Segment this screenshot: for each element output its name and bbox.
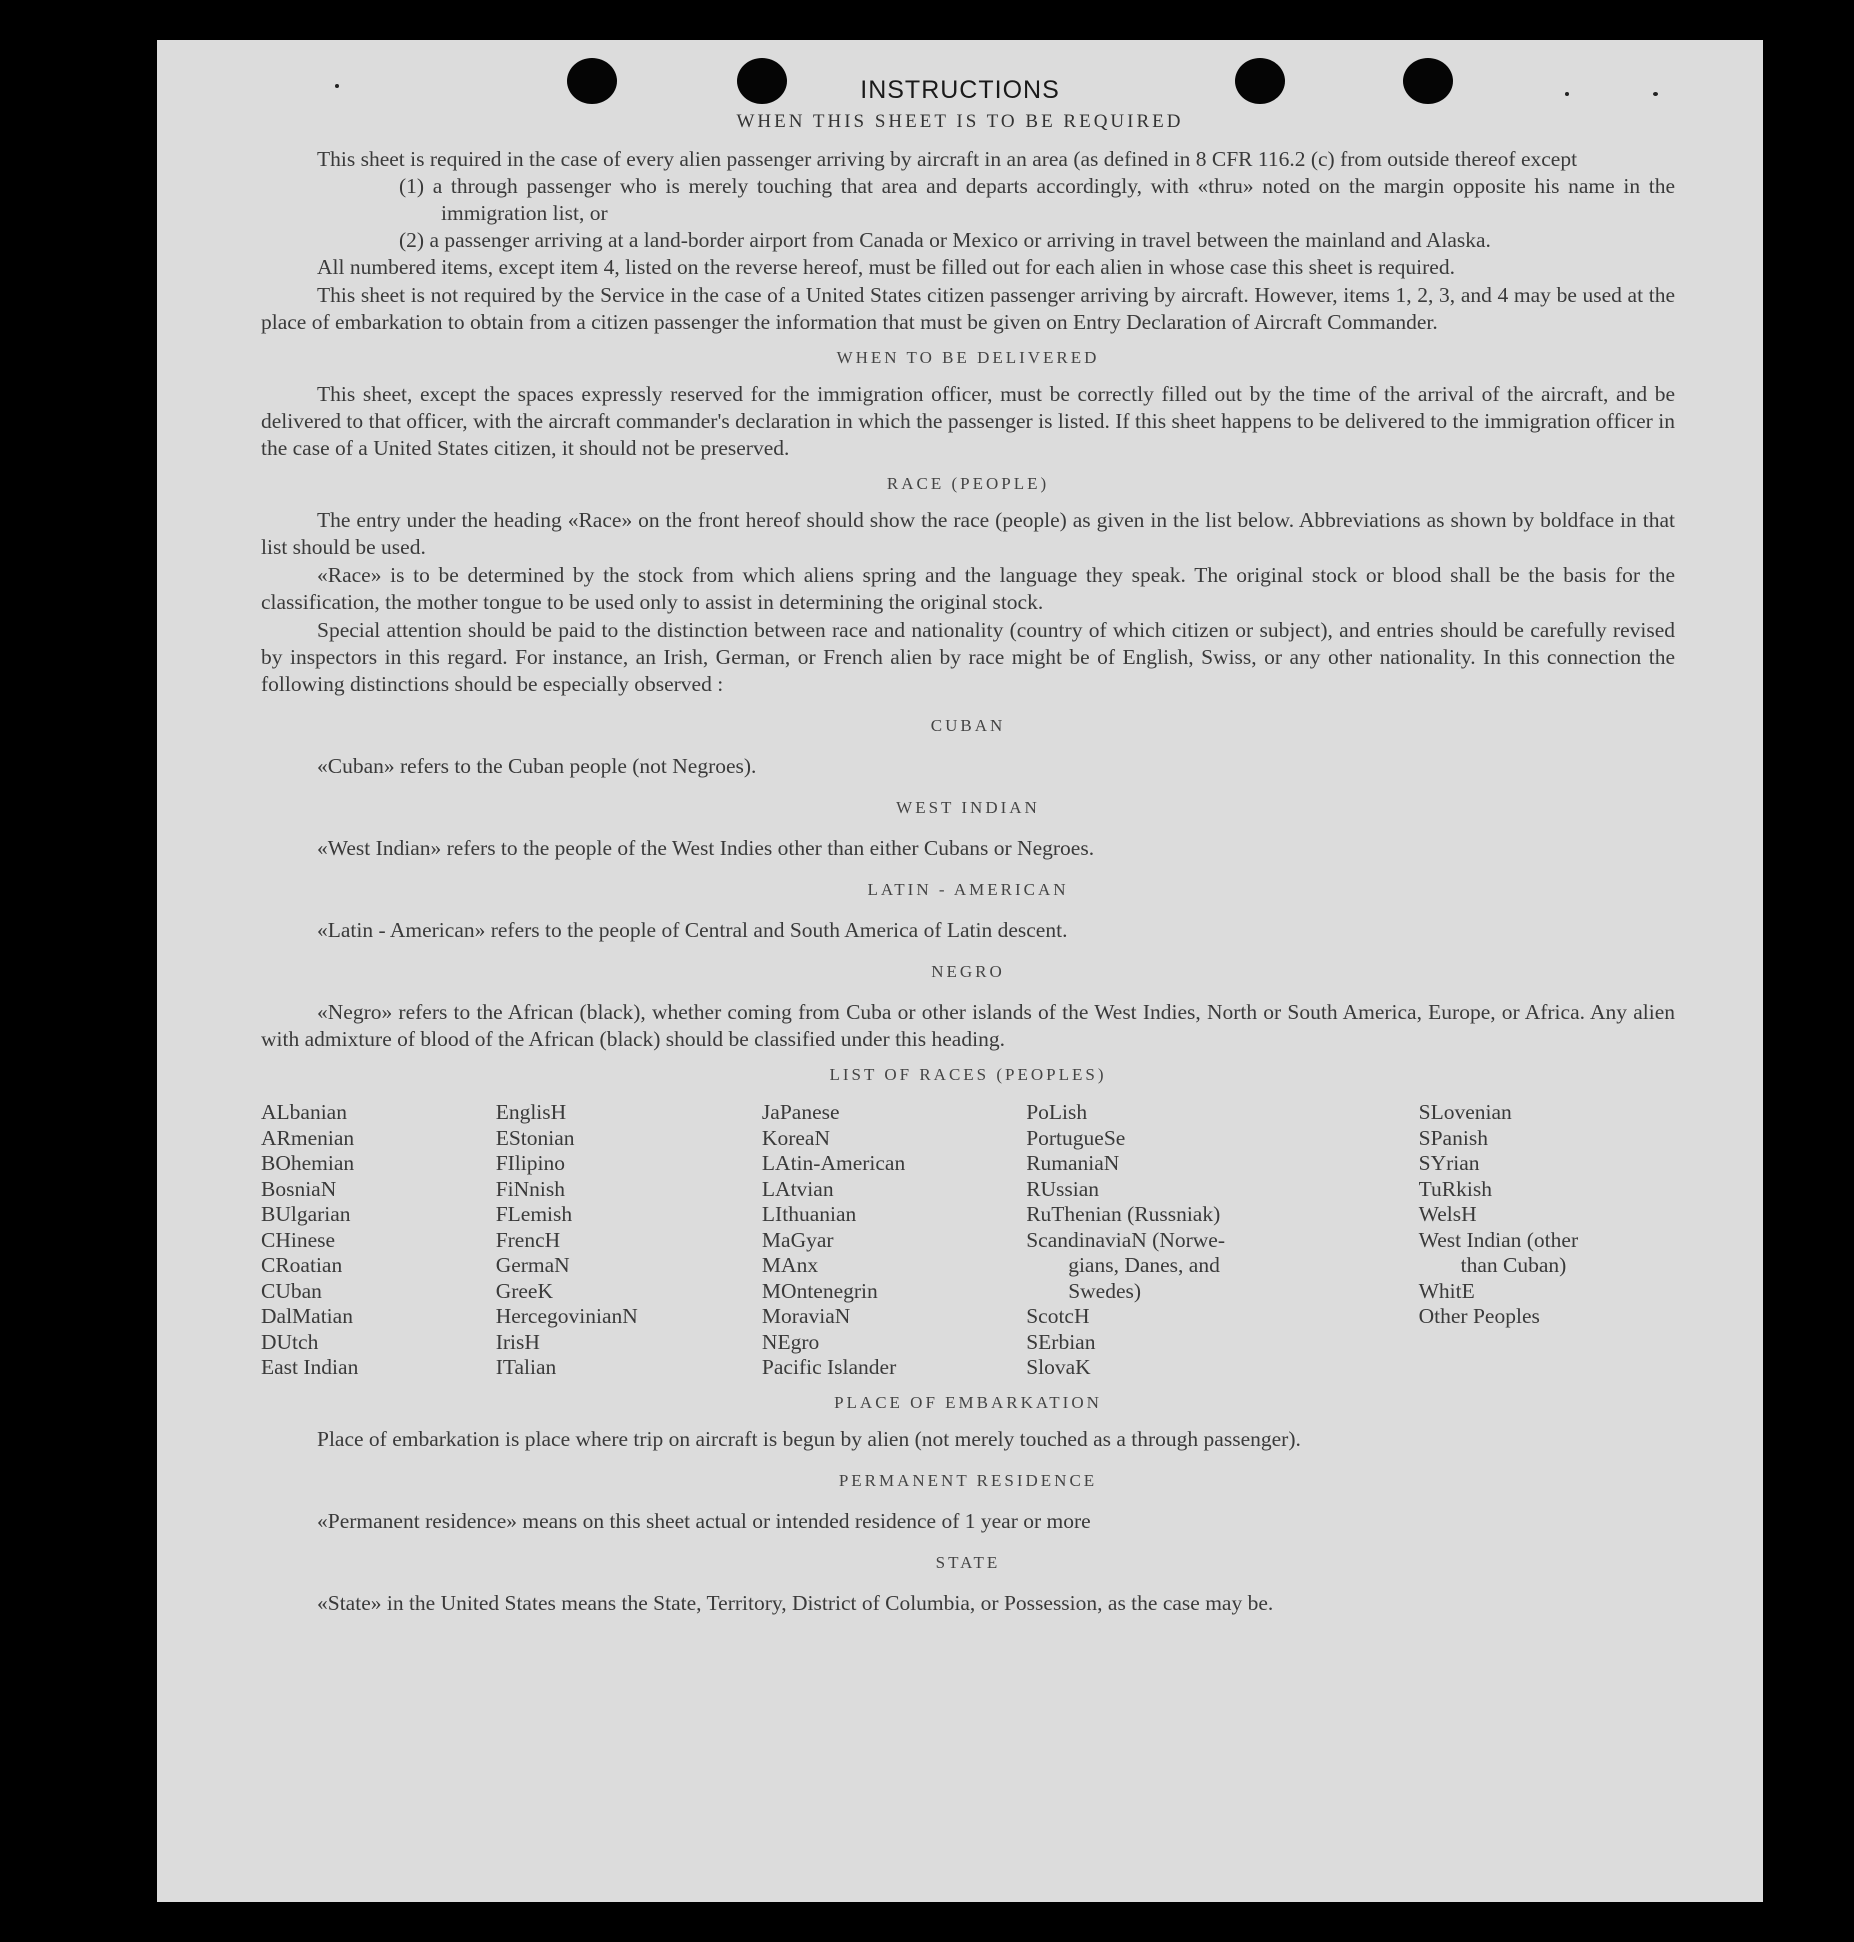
section-heading: WEST INDIAN — [896, 798, 1040, 817]
race-entry: SLovenian — [1418, 1100, 1512, 1124]
race-entry: PortugueSe — [1026, 1125, 1126, 1150]
paragraph: The entry under the heading «Race» on the front hereof should show the race (people) as given in the list below. Abbreviations as shown by boldface in that list should be used. — [261, 508, 1675, 559]
race-entry: GreeK — [495, 1278, 553, 1303]
race-entry: EnglisH — [495, 1100, 567, 1124]
paragraph: «Negro» refers to the African (black), whether coming from Cuba or other islands of the West Indies, North or South America, Europe, or Africa. Any alien with admixture of blood of the African (black) should be classified under this heading. — [261, 1000, 1675, 1051]
paragraph: «West Indian» refers to the people of the West Indies other than either Cubans or Negroes. — [317, 836, 1095, 860]
paragraph: «Permanent residence» means on this sheet actual or intended residence of 1 year or more — [317, 1508, 1091, 1533]
race-entry: RumaniaN — [1026, 1151, 1120, 1175]
race-entry: East Indian — [261, 1355, 359, 1379]
race-entry: LAtvian — [761, 1176, 834, 1201]
race-entry: NEgro — [761, 1329, 820, 1354]
race-entry: HercegovinianN — [495, 1304, 638, 1328]
race-entry: FLemish — [495, 1202, 573, 1226]
race-entry: LIthuanian — [761, 1202, 857, 1226]
race-entry: FIlipino — [495, 1151, 565, 1175]
race-entry: FrencH — [495, 1227, 561, 1252]
section-heading: NEGRO — [931, 962, 1005, 981]
race-list — [261, 1100, 1675, 1381]
page-title: INSTRUCTIONS — [860, 76, 1060, 104]
race-entry: WelsH — [1418, 1202, 1477, 1226]
race-entry: WhitE — [1418, 1278, 1475, 1303]
race-column — [261, 1100, 496, 1381]
race-entry: BosniaN — [261, 1176, 337, 1201]
race-entry: FiNnish — [495, 1176, 565, 1201]
section-heading: STATE — [935, 1552, 1001, 1572]
race-entry: ARmenian — [261, 1125, 355, 1150]
race-entry: MaGyar — [761, 1227, 834, 1252]
paragraph: «Latin - American» refers to the people of Central and South America of Latin descent. — [317, 918, 1068, 942]
race-entry: DUtch — [261, 1329, 319, 1354]
race-entry: CHinese — [261, 1227, 336, 1252]
race-entry: Other Peoples — [1418, 1304, 1540, 1328]
race-entry: Pacific Islander — [761, 1355, 897, 1379]
race-entry: CRoatian — [261, 1253, 343, 1277]
section-heading: WHEN TO BE DELIVERED — [836, 348, 1100, 367]
race-column — [1026, 1100, 1418, 1381]
paragraph: Special attention should be paid to the distinction between race and nationality (country of which citizen or subject), and entries should be carefully revised by inspectors in this regard. For instance, an Irish, German, or French alien by race might be of English, Swiss, or any other nationality. In this connection the following distinctions should be especially observed : — [261, 618, 1675, 696]
race-entry: JaPanese — [761, 1100, 840, 1124]
race-entry: BUlgarian — [261, 1202, 351, 1226]
race-entry: ScotcH — [1026, 1304, 1090, 1328]
race-entry: MOntenegrin — [761, 1278, 878, 1303]
race-entry: RUssian — [1026, 1176, 1100, 1201]
paragraph: This sheet is required in the case of every alien passenger arriving by aircraft in an area (as defined in 8 CFR 116.2 (c) from outside thereof except — [317, 147, 1578, 171]
race-column — [762, 1100, 1026, 1381]
section-heading: PLACE OF EMBARKATION — [834, 1392, 1102, 1412]
section-heading: CUBAN — [930, 716, 1006, 735]
paragraph: This sheet, except the spaces expressly reserved for the immigration officer, must be correctly filled out by the time of the arrival of the aircraft, and be delivered to that officer, with the aircraft commander's declaration in which the passenger is listed. If this sheet happens to be delivered to the immigration officer in the case of a United States citizen, it should not be preserved. — [261, 382, 1675, 460]
race-entry: RuThenian (Russniak) — [1026, 1202, 1221, 1226]
race-entry: ScandinaviaN (Norwe- — [1026, 1227, 1225, 1252]
list-item: (2) a passenger arriving at a land-border airport from Canada or Mexico or arriving in travel between the mainland and Alaska. — [399, 228, 1491, 252]
race-entry: PoLish — [1026, 1100, 1088, 1124]
race-column — [496, 1100, 762, 1381]
section-heading: LIST OF RACES (PEOPLES) — [829, 1065, 1107, 1084]
paragraph: All numbered items, except item 4, listed on the reverse hereof, must be filled out for each alien in whose case this sheet is required. — [317, 255, 1455, 279]
paragraph: «Cuban» refers to the Cuban people (not Negroes). — [317, 754, 757, 778]
race-entry: SPanish — [1418, 1125, 1488, 1150]
race-entry: West Indian (other — [1418, 1227, 1579, 1252]
race-entry: LAtin-American — [761, 1151, 906, 1175]
race-entry: gians, Danes, and — [1068, 1253, 1220, 1277]
race-entry: IrisH — [495, 1329, 540, 1354]
race-entry: CUban — [261, 1278, 322, 1303]
race-entry: MoraviaN — [761, 1304, 851, 1328]
race-entry: TuRkish — [1418, 1176, 1492, 1201]
section-heading: WHEN THIS SHEET IS TO BE REQUIRED — [736, 111, 1184, 132]
paragraph: This sheet is not required by the Service in the case of a United States citizen passenger arriving by aircraft. However, items 1, 2, 3, and 4 may be used at the place of embarkation to obtain from a citizen passenger the information that must be given on Entry Declaration of Aircraft Commander. — [261, 283, 1675, 334]
race-entry: ITalian — [495, 1355, 557, 1379]
race-entry: EStonian — [495, 1125, 575, 1150]
race-entry: ALbanian — [261, 1100, 347, 1124]
race-entry: BOhemian — [261, 1151, 355, 1175]
race-entry: GermaN — [495, 1253, 570, 1277]
section-heading: LATIN - AMERICAN — [867, 880, 1069, 899]
paragraph: Place of embarkation is place where trip on aircraft is begun by alien (not merely touched as a through passenger). — [317, 1426, 1301, 1451]
race-entry: KoreaN — [761, 1125, 830, 1150]
race-entry: Swedes) — [1068, 1278, 1142, 1303]
race-entry: SlovaK — [1026, 1355, 1091, 1379]
document-body — [261, 146, 1675, 1617]
race-entry: SErbian — [1026, 1329, 1096, 1354]
paragraph: «Race» is to be determined by the stock from which aliens spring and the language they speak. The original stock or blood shall be the basis for the classification, the mother tongue to be used only to assist in determining the original stock. — [261, 563, 1675, 614]
race-entry: DalMatian — [261, 1304, 353, 1328]
race-column — [1419, 1100, 1675, 1381]
paragraph: «State» in the United States means the State, Territory, District of Columbia, or Possession, as the case may be. — [317, 1590, 1274, 1615]
document-page — [157, 40, 1763, 1902]
header — [157, 76, 1763, 133]
race-entry: MAnx — [761, 1253, 819, 1277]
section-heading: PERMANENT RESIDENCE — [838, 1470, 1098, 1490]
section-heading: RACE (PEOPLE) — [886, 474, 1050, 493]
list-item: (1) a through passenger who is merely touching that area and departs accordingly, with «thru» noted on the margin opposite his name in the immigration list, or — [399, 174, 1675, 225]
race-entry: SYrian — [1418, 1151, 1480, 1175]
race-entry: than Cuban) — [1460, 1253, 1567, 1277]
